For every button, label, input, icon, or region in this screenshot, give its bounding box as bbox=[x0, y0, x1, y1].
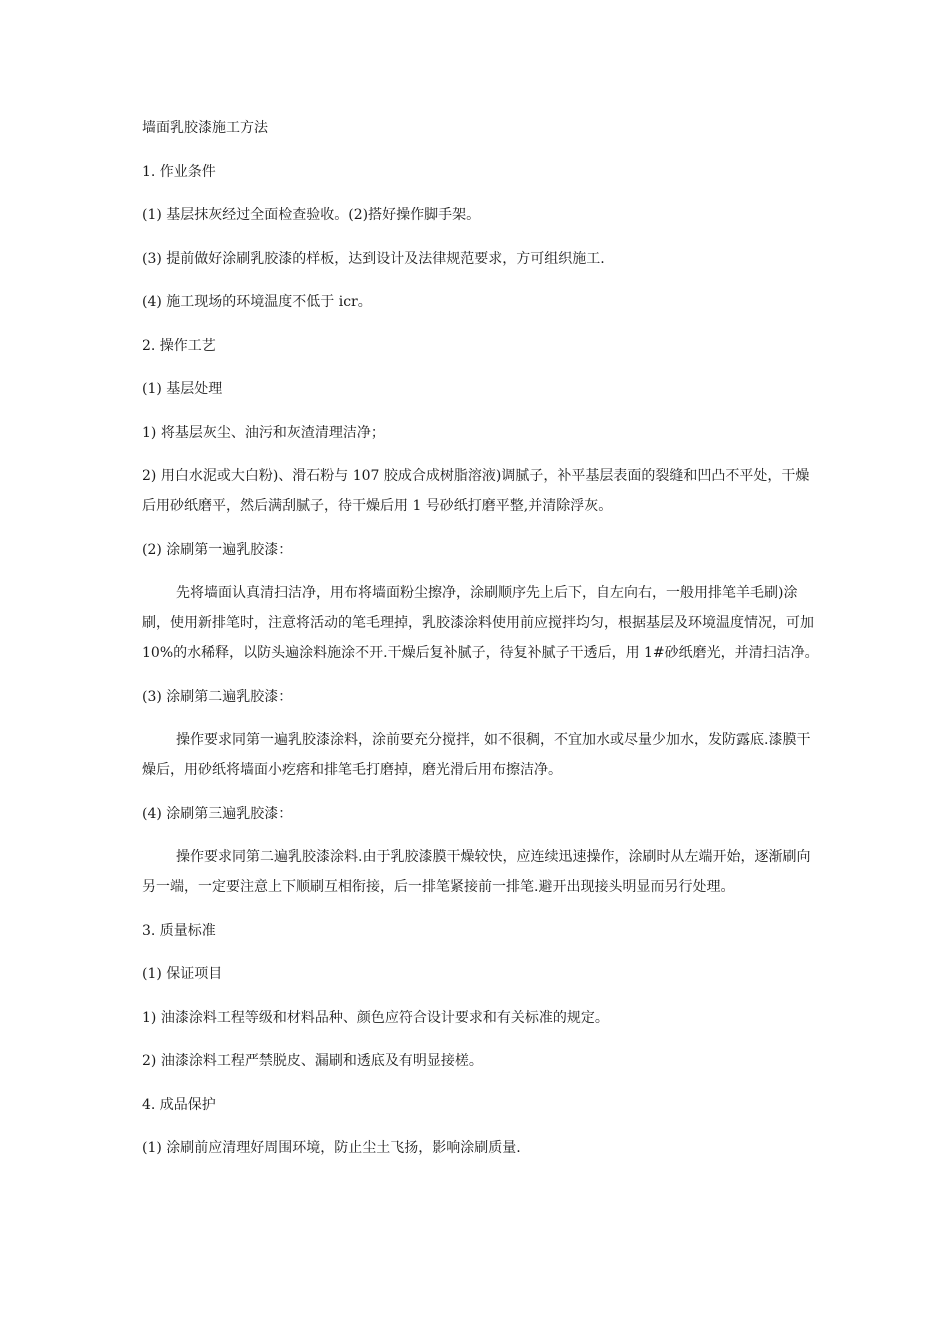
section-heading: 1. 作业条件 bbox=[142, 163, 216, 180]
paragraph: (4) 施工现场的环境温度不低于 icr。 bbox=[142, 294, 372, 310]
section-heading: 2. 操作工艺 bbox=[142, 337, 216, 354]
paragraph: (1) 基层抹灰经过全面检查验收。(2)搭好操作脚手架。 bbox=[142, 207, 481, 223]
document-body bbox=[142, 113, 820, 1177]
section-heading: 3. 质量标准 bbox=[142, 922, 216, 939]
paragraph: 操作要求同第二遍乳胶漆涂料.由于乳胶漆膜干燥较快，应连续迅速操作，涂刷时从左端开始，逐渐刷向另一端，一定要注意上下顺刷互相衔接，后一排笔紧接前一排笔.避开出现接头明显而另行处理。 bbox=[142, 849, 811, 895]
paragraph: (1) 涂刷前应清理好周围环境，防止尘土飞扬，影响涂刷质量. bbox=[142, 1140, 521, 1156]
subsection-heading: (1) 基层处理 bbox=[142, 381, 223, 397]
subsection-heading: (2) 涂刷第一遍乳胶漆： bbox=[142, 541, 293, 558]
paragraph: 2) 用白水泥或大白粉)、滑石粉与 107 胶成合成树脂溶液)调腻子，补平基层表面的裂缝和凹凸不平处，干燥后用砂纸磨平，然后满刮腻子，待干燥后用 1 号砂纸打磨平整,并清除浮灰。 bbox=[142, 468, 810, 514]
subsection-heading: (1) 保证项目 bbox=[142, 966, 223, 982]
subsection-heading: (4) 涂刷第三遍乳胶漆： bbox=[142, 805, 293, 822]
paragraph: 1) 油漆涂料工程等级和材料品种、颜色应符合设计要求和有关标准的规定。 bbox=[142, 1009, 609, 1026]
paragraph: 1) 将基层灰尘、油污和灰渣清理洁净； bbox=[142, 424, 385, 441]
paragraph: 先将墙面认真清扫洁净，用布将墙面粉尘擦净，涂刷顺序先上后下，自左向右，一般用排笔羊毛刷)涂刷，使用新排笔时，注意将活动的笔毛理掉，乳胶漆涂料使用前应搅拌均匀，根据基层及环境温度情况，可加 10%的水稀释，以防头遍涂料施涂不开.干燥后复补腻子，待复补腻子干透后，用 1#砂纸磨光，并清扫洁净。 bbox=[142, 585, 819, 661]
paragraph: 操作要求同第一遍乳胶漆涂料，涂前要充分搅拌，如不很稠，不宜加水或尽量少加水，发防露底.漆膜干燥后，用砂纸将墙面小疙瘩和排笔毛打磨掉，磨光滑后用布擦洁净。 bbox=[142, 732, 811, 778]
paragraph: 2) 油漆涂料工程严禁脱皮、漏刷和透底及有明显接槎。 bbox=[142, 1053, 483, 1069]
subsection-heading: (3) 涂刷第二遍乳胶漆： bbox=[142, 688, 293, 705]
document-title: 墙面乳胶漆施工方法 bbox=[142, 120, 268, 136]
section-heading: 4. 成品保护 bbox=[142, 1096, 216, 1113]
paragraph: (3) 提前做好涂刷乳胶漆的样板，达到设计及法律规范要求，方可组织施工. bbox=[142, 250, 605, 267]
